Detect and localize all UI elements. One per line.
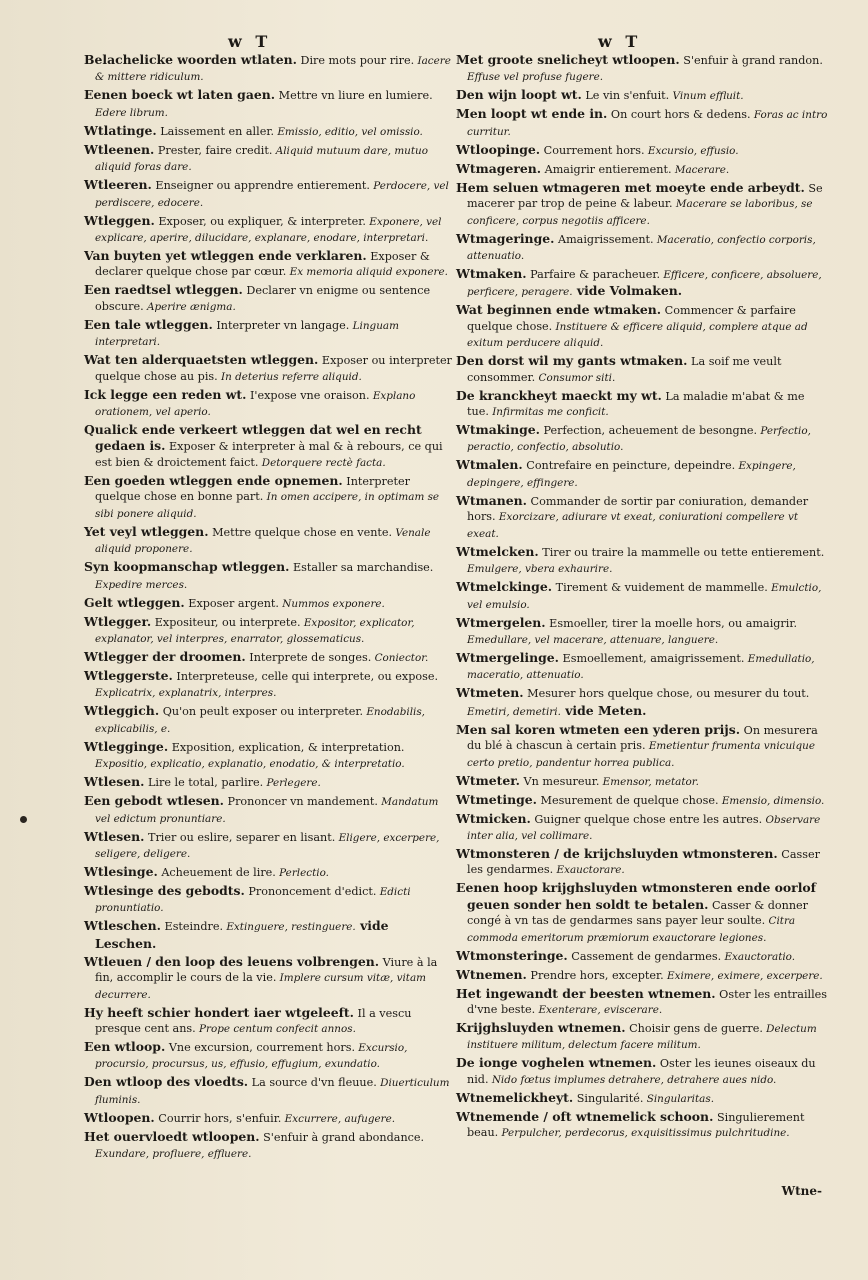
french-gloss: Expositeur, ou interprete. (151, 615, 301, 629)
dictionary-entry (84, 52, 452, 86)
headword: Wtleschen. (84, 918, 161, 934)
dictionary-entry (456, 846, 828, 879)
dictionary-entry (456, 948, 828, 965)
dictionary-entry (84, 1039, 452, 1073)
french-gloss: Prendre hors, excepter. (526, 968, 664, 982)
french-gloss: Casser les gendarmes. (467, 847, 820, 877)
french-gloss: On court hors & dedens. (607, 108, 751, 122)
dictionary-entry (456, 106, 828, 140)
headword: Qualick ende verkeert wtleggen dat wel en recht gedaen is. (84, 422, 422, 454)
french-gloss: Prononcement d'edict. (244, 884, 377, 898)
french-gloss: La maladie m'abat & me tue. (467, 389, 805, 419)
latin-gloss: Aliquid mutuum dare, mutuo aliquid foras dare. (95, 144, 428, 174)
latin-gloss: Explicatrix, explanatrix, interpres. (95, 687, 277, 700)
french-gloss: Tirement & vuidement de mammelle. (552, 581, 768, 595)
headword: Hy heeft schier hondert iaer wtgeleeft. (84, 1004, 354, 1020)
french-gloss: Acheuement de lire. (157, 865, 276, 879)
dictionary-entry (84, 829, 452, 863)
french-gloss: Choisir gens de guerre. (625, 1021, 763, 1035)
latin-gloss: Maceratio, confectio corporis, attenuatio. (467, 233, 816, 263)
cross-reference: vide Volmaken. (572, 283, 683, 299)
headword: Wtleenen. (84, 141, 155, 157)
dictionary-entry (84, 793, 452, 827)
dictionary-entry (84, 614, 452, 648)
latin-gloss: Diuerticulum fluminis. (95, 1077, 450, 1106)
latin-gloss: Iacere & mittere ridiculum. (95, 55, 451, 84)
dictionary-entry (456, 493, 828, 542)
left-column (84, 30, 452, 1164)
headword: Wtmergelen. (456, 614, 546, 630)
latin-gloss: Emulctio, vel emulsio. (467, 582, 822, 611)
french-gloss: Parfaire & paracheuer. (526, 268, 661, 282)
french-gloss: S'enfuir à grand randon. (679, 54, 823, 67)
headword: Wtleeren. (84, 177, 152, 193)
french-gloss: Se macerer par trop de peine & labeur. (467, 181, 823, 211)
french-gloss: Esmoellement, amaigrissement. (559, 651, 745, 665)
dictionary-entry (84, 1005, 452, 1038)
french-gloss: Mettre vn liure en lumiere. (275, 89, 433, 103)
latin-gloss: Eligere, excerpere, seligere, deligere. (95, 831, 440, 860)
french-gloss: Vn mesureur. (519, 774, 600, 788)
headword: Wat ten alderquaetsten wtleggen. (84, 352, 319, 368)
headword: Wtmageren. (456, 160, 542, 176)
latin-gloss: Observare inter alia, vel collimare. (467, 813, 821, 842)
dictionary-entry (84, 883, 452, 917)
french-gloss: Commencer & parfaire quelque chose. (467, 304, 796, 333)
french-gloss: Exposer, ou expliquer, & interpreter. (154, 214, 366, 228)
dictionary-entry (84, 918, 452, 952)
latin-gloss: Exponere, vel explicare, aperire, dilucidare, explanare, enodare, interpretari. (95, 215, 442, 245)
dictionary-entry (84, 649, 452, 666)
latin-gloss: Extinguere, restinguere. (223, 921, 356, 934)
dictionary-entry (456, 302, 828, 351)
french-gloss: Exposer & declarer quelque chose par cœur. (95, 250, 430, 279)
left-running-header: w T (228, 32, 272, 51)
french-gloss: Mesurer hors quelque chose, ou mesurer du tout. (523, 687, 810, 701)
headword: Den dorst wil my gants wtmaken. (456, 353, 688, 369)
latin-gloss: Perfectio, peractio, confectio, absolutio. (467, 425, 811, 454)
dictionary-entry (456, 142, 828, 159)
headword: Wtmonsteren / de krijchsluyden wtmonsteren. (456, 845, 778, 861)
french-gloss: Interpreter quelque chose en bonne part. (95, 474, 410, 504)
headword: Wtmaken. (456, 266, 527, 282)
french-gloss: Guigner quelque chose entre les autres. (530, 812, 763, 826)
french-gloss: Singularité. (573, 1091, 644, 1105)
dictionary-entry (84, 142, 452, 176)
headword: Het ouervloedt wtloopen. (84, 1128, 260, 1144)
headword: Wtmonsteringe. (456, 947, 568, 963)
headword: Wtleggerste. (84, 667, 173, 683)
latin-gloss: Expingere, depingere, effingere. (467, 460, 796, 489)
headword: Den wtloop des vloedts. (84, 1074, 249, 1090)
french-gloss: Perfection, acheuement de besongne. (539, 424, 758, 438)
latin-gloss: Instituere & efficere aliquid, complere atque ad exitum perducere aliquid. (467, 320, 808, 350)
latin-gloss: Perlectio. (275, 866, 329, 879)
french-gloss: Esteindre. (160, 920, 224, 934)
headword: De kranckheyt maeckt my wt. (456, 387, 662, 403)
french-gloss: Exposer ou interpreter quelque chose au pis. (95, 354, 452, 383)
dictionary-entry (456, 544, 828, 578)
french-gloss: Exposer argent. (184, 596, 279, 610)
dictionary-entry (84, 422, 452, 471)
french-gloss: Prononcer vn mandement. (224, 795, 378, 809)
headword: Het ingewandt der beesten wtnemen. (456, 985, 716, 1001)
french-gloss: Singulierement beau. (467, 1110, 805, 1140)
latin-gloss: Infirmitas me conficit. (488, 406, 609, 419)
dictionary-entry (84, 473, 452, 522)
french-gloss: Courrement hors. (540, 143, 645, 157)
french-gloss: Amaigrir entierement. (541, 162, 672, 176)
headword: Wtmalen. (456, 457, 523, 473)
french-gloss: Tirer ou traire la mammelle ou tette entierement. (538, 545, 825, 559)
headword: Wtloopinge. (456, 141, 541, 157)
headword: Wtmelcken. (456, 543, 539, 559)
headword: Wtnemen. (456, 966, 527, 982)
headword: Wat beginnen ende wtmaken. (456, 302, 662, 318)
headword: Een wtloop. (84, 1038, 166, 1054)
french-gloss: On mesurera du blé à chascun à certain pris. (467, 723, 818, 753)
dictionary-entry (456, 615, 828, 649)
french-gloss: La source d'vn fleuue. (248, 1076, 377, 1090)
dictionary-entry (456, 87, 828, 104)
dictionary-entry (84, 703, 452, 737)
dictionary-entry (456, 773, 828, 790)
french-gloss: Casser & donner congé à vn tas de gendarmes sans payer leur soulte. (467, 898, 808, 928)
headword: Wtmelckinge. (456, 579, 553, 595)
headword: Syn koopmanschap wtleggen. (84, 559, 290, 575)
dictionary-entry (456, 880, 828, 946)
latin-gloss: Consumor siti. (535, 371, 616, 384)
french-gloss: Le vin s'enfuit. (581, 89, 670, 103)
dictionary-entry (456, 457, 828, 491)
latin-gloss: Exundare, profluere, effluere. (95, 1148, 252, 1161)
headword: Men loopt wt ende in. (456, 106, 608, 122)
french-gloss: Lire le total, parlire. (144, 776, 264, 790)
latin-gloss: Enodabilis, explicabilis, e. (95, 706, 425, 735)
dictionary-entry (84, 668, 452, 702)
dictionary-entry (456, 353, 828, 386)
dictionary-entry (84, 954, 452, 1003)
french-gloss: Trier ou eslire, separer en lisant. (144, 830, 336, 844)
latin-gloss: Mandatum vel edictum pronuntiare. (95, 796, 439, 825)
headword: Wtlesen. (84, 774, 145, 790)
french-gloss: Amaigrissement. (554, 232, 654, 246)
french-gloss: Dire mots pour rire. (296, 54, 415, 67)
right-column (456, 30, 828, 1143)
dictionary-entry (456, 161, 828, 178)
dictionary-entry (84, 1129, 452, 1163)
latin-gloss: Eximere, eximere, excerpere. (663, 969, 823, 982)
latin-gloss: Detorquere rectè facta. (258, 456, 386, 469)
headword: Een tale wtleggen. (84, 316, 213, 332)
french-gloss: Esmoeller, tirer la moelle hors, ou amaigrir. (545, 616, 798, 630)
ink-dot (20, 816, 27, 823)
headword: Wtlesinge. (84, 863, 158, 879)
latin-gloss: Effuse vel profuse fugere. (467, 71, 604, 84)
french-gloss: I'expose vne oraison. (246, 388, 370, 402)
french-gloss: Enseigner ou apprendre entierement. (151, 179, 370, 193)
latin-gloss: Implere cursum vitæ, vitam decurrere. (95, 972, 426, 1001)
latin-gloss: Nummos exponere. (279, 597, 385, 610)
latin-gloss: In deterius referre aliquid. (217, 370, 362, 383)
headword: Wtmageringe. (456, 230, 555, 246)
headword: Wtnemelickheyt. (456, 1089, 574, 1105)
headword: Hem seluen wtmageren met moeyte ende arbeydt. (456, 179, 805, 195)
latin-gloss: Perdocere, vel perdiscere, edocere. (95, 180, 449, 209)
headword: Wtloopen. (84, 1109, 155, 1125)
french-gloss: Qu'on peult exposer ou interpreter. (159, 705, 364, 719)
latin-gloss: Edere librum. (95, 106, 168, 119)
headword: Wtnemende / oft wtnemelick schoon. (456, 1108, 714, 1124)
headword: Wtmakinge. (456, 422, 540, 438)
headword: Wtleggich. (84, 703, 160, 719)
latin-gloss: Aperire ænigma. (143, 300, 236, 313)
dictionary-entry (456, 52, 828, 86)
dictionary-entry (456, 579, 828, 613)
dictionary-entry (84, 524, 452, 558)
dictionary-entry (84, 282, 452, 315)
headword: Eenen hoop krijghsluyden wtmonsteren ende oorlof geuen sonder hen soldt te betalen. (456, 880, 816, 912)
latin-gloss: Emissio, editio, vel omissio. (274, 125, 423, 138)
headword: Van buyten yet wtleggen ende verklaren. (84, 248, 367, 264)
latin-gloss: Perpulcher, perdecorus, exquisitissimus pulchritudine. (498, 1127, 790, 1140)
headword: Wtlegger der droomen. (84, 648, 246, 664)
latin-gloss: Prope centum confecit annos. (195, 1022, 356, 1035)
latin-gloss: Excurrere, aufugere. (281, 1112, 396, 1125)
dictionary-entry (456, 1090, 828, 1107)
headword: Krijghsluyden wtnemen. (456, 1019, 626, 1035)
latin-gloss: Exauctorare. (553, 864, 625, 877)
latin-gloss: Emedullatio, maceratio, attenuatio. (467, 652, 815, 682)
latin-gloss: Excursio, effusio. (644, 144, 739, 157)
cross-reference: vide Leschen. (95, 918, 389, 951)
dictionary-entry (84, 864, 452, 881)
french-gloss: Viure à la fin, accomplir le cours de la vie. (95, 955, 438, 985)
french-gloss: Exposition, explication, & interpretation. (168, 740, 405, 754)
headword: Wtlegginge. (84, 738, 169, 754)
headword: Gelt wtleggen. (84, 594, 185, 610)
latin-gloss: Emensio, dimensio. (718, 794, 825, 807)
headword: Een gebodt wtlesen. (84, 793, 224, 809)
french-gloss: Courrir hors, s'enfuir. (154, 1111, 282, 1125)
latin-gloss: Foras ac intro curritur. (467, 109, 828, 138)
dictionary-entry (84, 1110, 452, 1127)
headword: De ionge voghelen wtnemen. (456, 1055, 657, 1071)
headword: Wtlesen. (84, 828, 145, 844)
latin-gloss: Citra commoda emeritorum præmiorum exauctorare legiones. (467, 915, 796, 944)
latin-gloss: Singularitas. (643, 1092, 715, 1105)
headword: Men sal koren wtmeten een yderen prijs. (456, 721, 741, 737)
latin-gloss: Excursio, procursio, procursus, us, effusio, effugium, exundatio. (95, 1041, 408, 1071)
dictionary-entry (84, 739, 452, 773)
latin-gloss: Nido fœtus implumes detrahere, detrahere aues nido. (488, 1073, 777, 1086)
catchword: Wtne- (781, 1184, 822, 1198)
headword: Belachelicke woorden wtlaten. (84, 52, 297, 67)
french-gloss: Prester, faire credit. (154, 143, 273, 157)
dictionary-entry (84, 559, 452, 593)
headword: Wtlatinge. (84, 122, 157, 138)
french-gloss: Declarer vn enigme ou sentence obscure. (95, 284, 431, 313)
latin-gloss: Expositor, explicator, explanator, vel interpres, enarrator, glossematicus. (95, 616, 415, 645)
headword: Yet veyl wtleggen. (84, 523, 209, 539)
headword: Een goeden wtleggen ende opnemen. (84, 472, 343, 488)
french-gloss: S'enfuir à grand abondance. (259, 1130, 425, 1144)
french-gloss: Commander de sortir par coniuration, demander hors. (467, 494, 809, 524)
french-gloss: Estaller sa marchandise. (289, 561, 434, 575)
latin-gloss: Expositio, explicatio, explanatio, enodatio, & interpretatio. (95, 758, 405, 771)
headword: Wtleuen / den loop des leuens volbrengen. (84, 953, 380, 969)
dictionary-entry (456, 722, 828, 771)
headword: Wtlegger. (84, 613, 152, 629)
french-gloss: Interpreteuse, celle qui interprete, ou expose. (172, 669, 439, 683)
dictionary-entry (456, 266, 828, 301)
latin-gloss: Macerare. (671, 163, 730, 176)
dictionary-entry (84, 595, 452, 612)
headword: Wtleggen. (84, 212, 155, 228)
cross-reference: vide Meten. (560, 702, 647, 718)
latin-gloss: Emetientur frumenta vnicuique certo pretio, pandentur horrea publica. (467, 740, 815, 769)
dictionary-entry (456, 422, 828, 456)
headword: Den wijn loopt wt. (456, 87, 582, 103)
dictionary-entry (456, 685, 828, 720)
dictionary-entry (84, 248, 452, 281)
latin-gloss: Macerare se laboribus, se conficere, corpus negotiis afficere. (467, 198, 813, 227)
dictionary-entry (456, 967, 828, 984)
dictionary-entry (84, 1074, 452, 1108)
headword: Wtmanen. (456, 492, 527, 508)
french-gloss: Laissement en aller. (156, 124, 275, 138)
french-gloss: Vne excursion, courrement hors. (165, 1040, 355, 1054)
latin-gloss: Expedire merces. (95, 578, 188, 591)
right-running-header: w T (598, 32, 642, 51)
latin-gloss: Explano orationem, vel aperio. (95, 389, 416, 419)
latin-gloss: Exauctoratio. (721, 950, 796, 963)
dictionary-entry (84, 352, 452, 385)
dictionary-entry (84, 317, 452, 351)
latin-gloss: Linguam interpretari. (95, 319, 399, 349)
latin-gloss: Exenterare, eviscerare. (535, 1003, 663, 1016)
latin-gloss: Emedullare, vel macerare, attenuare, languere. (467, 633, 719, 646)
latin-gloss: In omen accipere, in optimam se sibi ponere aliquid. (95, 491, 440, 520)
headword: Wtlesinge des gebodts. (84, 882, 245, 898)
dictionary-entry (84, 123, 452, 140)
latin-gloss: Venale aliquid proponere. (95, 526, 431, 556)
dictionary-entry (456, 180, 828, 229)
dictionary-entry (456, 650, 828, 684)
latin-gloss: Exorcizare, adiurare vt exeat, coniurationi compellere vt exeat. (467, 511, 799, 540)
latin-gloss: Emensor, metator. (599, 775, 699, 788)
latin-gloss: Ex memoria aliquid exponere. (286, 266, 448, 279)
dictionary-entry (84, 177, 452, 211)
latin-gloss: Emulgere, vbera exhaurire. (467, 563, 613, 576)
headword: Met groote snelicheyt wtloopen. (456, 52, 680, 67)
french-gloss: Exposer & interpreter à mal & à rebours, ce qui est bien & droictement faict. (95, 440, 443, 469)
headword: Wtmetinge. (456, 791, 537, 807)
french-gloss: Cassement de gendarmes. (567, 949, 722, 963)
dictionary-entry (456, 1109, 828, 1142)
latin-gloss: Emetiri, demetiri. (467, 705, 561, 718)
dictionary-entry (456, 1055, 828, 1088)
dictionary-entry (456, 231, 828, 265)
latin-gloss: Efficere, conficere, absoluere, perficere, peragere. (467, 269, 822, 299)
french-gloss: Mesurement de quelque chose. (536, 793, 719, 807)
dictionary-entry (84, 387, 452, 421)
dictionary-entry (456, 792, 828, 809)
french-gloss: Interprete de songes. (245, 650, 372, 664)
headword: Wtmergelinge. (456, 649, 559, 665)
latin-gloss: Delectum instituere militum, delectum facere militum. (467, 1022, 817, 1052)
headword: Eenen boeck wt laten gaen. (84, 87, 276, 103)
french-gloss: Interpreter vn langage. (212, 318, 350, 332)
dictionary-entry (456, 1020, 828, 1054)
french-gloss: Mettre quelque chose en vente. (208, 525, 393, 539)
french-gloss: Contrefaire en peincture, depeindre. (522, 459, 736, 473)
dictionary-entry (84, 213, 452, 247)
headword: Ick legge een reden wt. (84, 386, 247, 402)
french-gloss: Oster les ieunes oiseaux du nid. (467, 1057, 816, 1086)
french-gloss: Il a vescu presque cent ans. (95, 1006, 412, 1035)
dictionary-entry (456, 986, 828, 1019)
dictionary-entry (456, 388, 828, 421)
dictionary-entry (84, 87, 452, 121)
headword: Een raedtsel wtleggen. (84, 282, 243, 298)
french-gloss: La soif me veult consommer. (467, 355, 782, 384)
headword: Wtmicken. (456, 810, 531, 826)
latin-gloss: Coniector. (371, 651, 429, 664)
dictionary-entry (84, 774, 452, 791)
headword: Wtmeten. (456, 685, 524, 701)
headword: Wtmeter. (456, 772, 520, 788)
latin-gloss: Perlegere. (263, 777, 321, 790)
dictionary-entry (456, 811, 828, 845)
latin-gloss: Edicti pronuntiatio. (95, 885, 411, 915)
latin-gloss: Vinum effluit. (669, 90, 744, 103)
french-gloss: Oster les entrailles d'vne beste. (467, 987, 828, 1016)
